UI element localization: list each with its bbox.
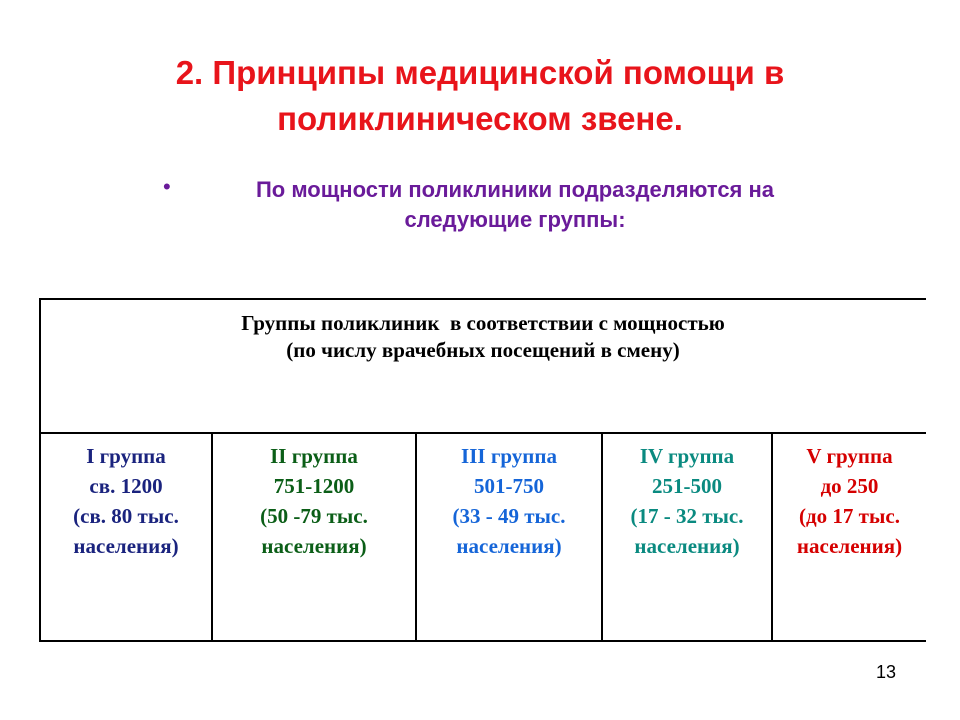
group-name: III группа — [461, 444, 557, 468]
group-population-unit: населения) — [261, 534, 367, 558]
group-visits: 251-500 — [652, 474, 722, 498]
bullet-dot-icon: • — [163, 174, 171, 199]
group-name: I группа — [86, 444, 166, 468]
group-population-unit: населения) — [634, 534, 740, 558]
group-visits: до 250 — [820, 474, 879, 498]
group-population: (до 17 тыс. — [799, 504, 900, 528]
group-cell-1 — [41, 441, 211, 561]
table-border-bottom — [39, 640, 926, 642]
bullet-text — [190, 175, 840, 235]
group-cell-3 — [417, 441, 601, 561]
group-population: (св. 80 тыс. — [73, 504, 179, 528]
slide-title — [80, 50, 880, 142]
group-cell-2 — [213, 441, 415, 561]
group-cell-5 — [773, 441, 926, 561]
table-header-line1: Группы поликлиник в соответствии с мощностью — [241, 311, 725, 335]
table-border-top — [39, 298, 926, 300]
group-population: (33 - 49 тыс. — [452, 504, 566, 528]
group-name: IV группа — [639, 444, 735, 468]
group-population-unit: населения) — [456, 534, 562, 558]
table-header-line2: (по числу врачебных посещений в смену) — [286, 338, 680, 362]
slide-title-line2: поликлиническом звене. — [277, 100, 683, 137]
bullet-text-line2: следующие группы: — [404, 207, 626, 232]
group-visits: 751-1200 — [273, 474, 355, 498]
page-number: 13 — [876, 662, 897, 682]
table-header-divider — [39, 432, 926, 434]
group-visits: св. 1200 — [89, 474, 163, 498]
group-population: (50 -79 тыс. — [260, 504, 368, 528]
bullet-text-line1: По мощности поликлиники подразделяются на — [255, 177, 775, 202]
group-population: (17 - 32 тыс. — [630, 504, 744, 528]
table-header — [40, 310, 926, 364]
group-population-unit: населения) — [796, 534, 903, 558]
group-population-unit: населения) — [73, 534, 179, 558]
slide-title-line1: 2. Принципы медицинской помощи в — [175, 54, 785, 91]
group-visits: 501-750 — [474, 474, 544, 498]
group-name: V группа — [806, 444, 893, 468]
group-cell-4 — [603, 441, 771, 561]
group-name: II группа — [270, 444, 358, 468]
